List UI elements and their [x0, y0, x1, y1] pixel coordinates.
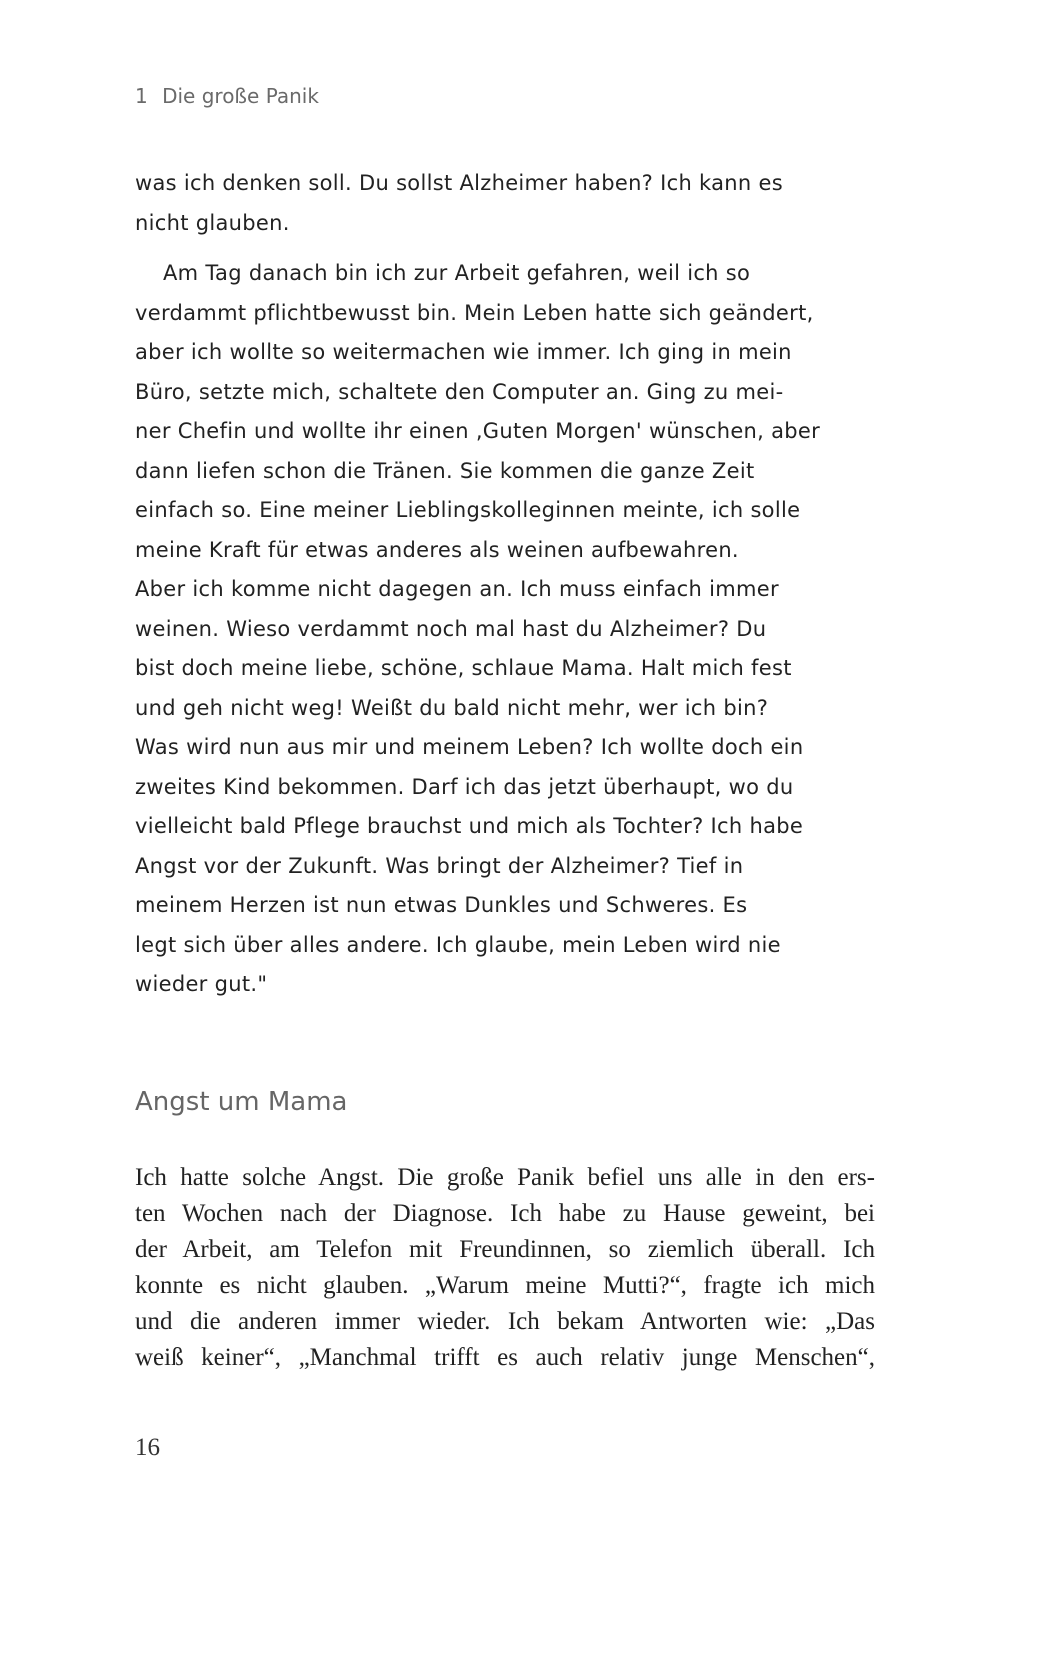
- running-head: [135, 84, 319, 108]
- body-line: der Arbeit, am Telefon mit Freundinnen, so ziemlich überall. Ich: [135, 1236, 875, 1263]
- handwritten-line: weinen. Wieso verdammt noch mal hast du Alzheimer? Du: [135, 616, 767, 641]
- handwritten-line: einfach so. Eine meiner Lieblingskolleginnen meinte, ich solle: [135, 498, 801, 522]
- body-line: konnte es nicht glauben. „Warum meine Mutti?“, fragte ich mich: [135, 1272, 875, 1299]
- page-number: 16: [135, 1434, 160, 1461]
- chapter-title: Die große Panik: [162, 84, 319, 108]
- handwritten-line: Angst vor der Zukunft. Was bringt der Alzheimer? Tief in: [135, 853, 744, 878]
- handwritten-line: ner Chefin und wollte ihr einen ‚Guten Morgen' wünschen, aber: [135, 419, 821, 443]
- handwritten-line: was ich denken soll. Du sollst Alzheimer haben? Ich kann es: [135, 171, 783, 195]
- body-text: [135, 1160, 875, 1376]
- body-line: ten Wochen nach der Diagnose. Ich habe zu Hause geweint, bei: [135, 1200, 875, 1227]
- handwritten-line: aber ich wollte so weitermachen wie immer. Ich ging in mein: [135, 340, 792, 364]
- body-line: und die anderen immer wieder. Ich bekam Antworten wie: „Das: [135, 1308, 875, 1335]
- handwritten-line: verdammt pflichtbewusst bin. Mein Leben hatte sich geändert,: [135, 300, 814, 325]
- handwritten-line: meinem Herzen ist nun etwas Dunkles und Schweres. Es: [135, 893, 748, 917]
- body-line: Ich hatte solche Angst. Die große Panik befiel uns alle in den ers-: [135, 1164, 875, 1191]
- handwritten-quote: [135, 164, 877, 1005]
- handwritten-line: nicht glauben.: [135, 210, 290, 235]
- handwritten-line: Am Tag danach bin ich zur Arbeit gefahren, weil ich so: [163, 261, 751, 285]
- chapter-number: 1: [135, 84, 148, 108]
- handwritten-line: Was wird nun aus mir und meinem Leben? Ich wollte doch ein: [135, 735, 804, 759]
- handwritten-line: Aber ich komme nicht dagegen an. Ich muss einfach immer: [135, 577, 779, 601]
- handwritten-line: legt sich über alles andere. Ich glaube, mein Leben wird nie: [135, 932, 781, 957]
- handwritten-line: dann liefen schon die Tränen. Sie kommen die ganze Zeit: [135, 458, 755, 483]
- handwritten-line: und geh nicht weg! Weißt du bald nicht mehr, wer ich bin?: [135, 695, 769, 720]
- handwritten-line: Büro, setzte mich, schaltete den Computer an. Ging zu mei-: [135, 379, 784, 404]
- handwritten-line: zweites Kind bekommen. Darf ich das jetzt überhaupt, wo du: [135, 774, 794, 799]
- handwritten-line: wieder gut.": [135, 972, 268, 996]
- handwritten-line: meine Kraft für etwas anderes als weinen aufbewahren.: [135, 537, 739, 562]
- body-line: weiß keiner“, „Manchmal trifft es auch relativ junge Menschen“,: [135, 1344, 875, 1371]
- handwritten-line: vielleicht bald Pflege brauchst und mich als Tochter? Ich habe: [135, 814, 804, 838]
- handwritten-line: bist doch meine liebe, schöne, schlaue Mama. Halt mich fest: [135, 656, 792, 680]
- section-heading: Angst um Mama: [135, 1087, 348, 1117]
